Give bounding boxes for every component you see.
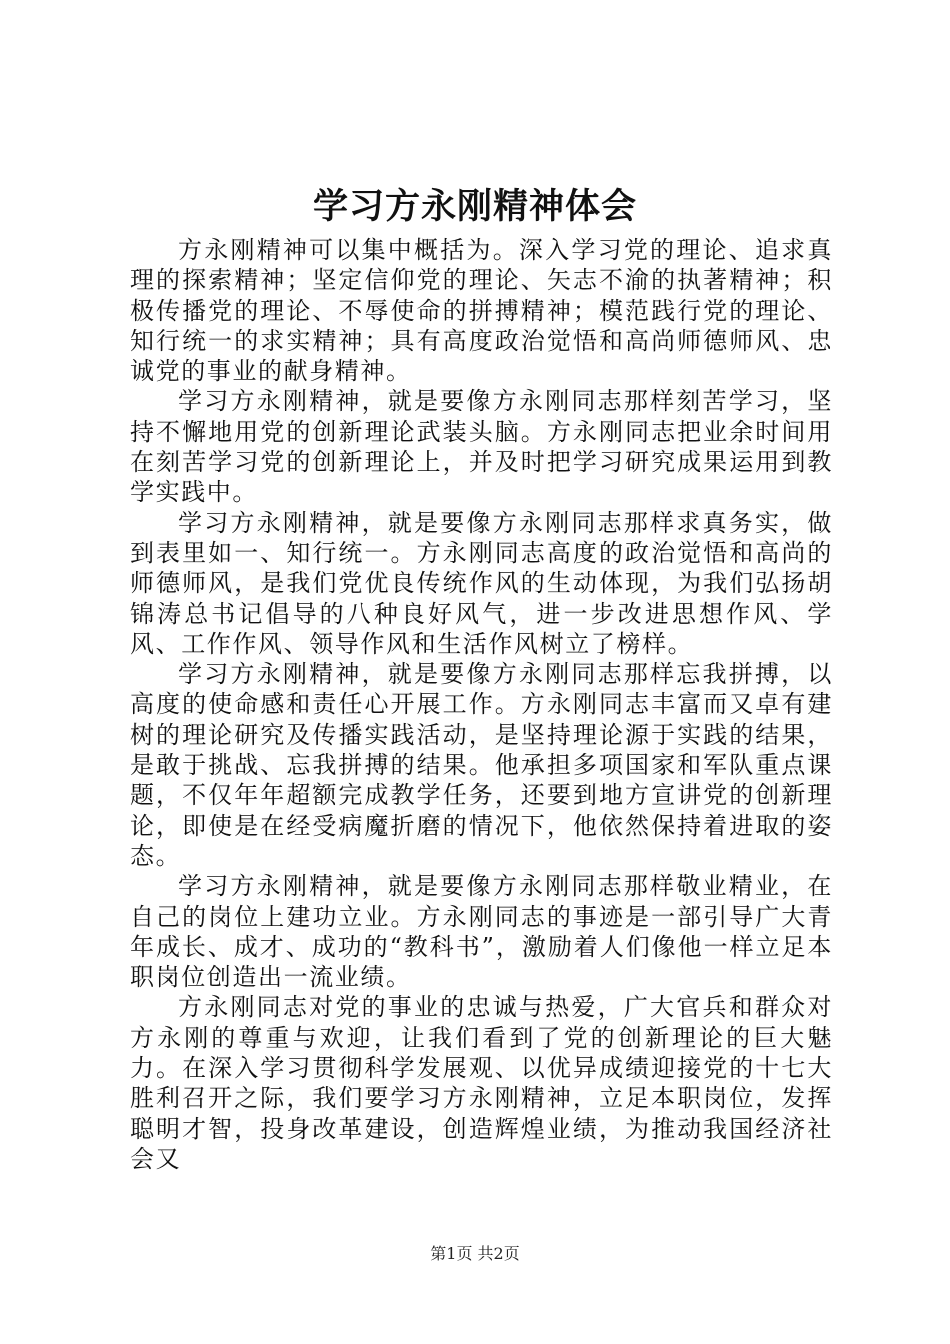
paragraph: 学习方永刚精神，就是要像方永刚同志那样敬业精业，在自己的岗位上建功立业。方永刚同志的事迹是一部引导广大青年成长、成才、成功的“教科书”，激励着人们像他一样立足本职岗位创造出一流业绩。 xyxy=(130,872,833,992)
paragraph: 学习方永刚精神，就是要像方永刚同志那样忘我拼搏，以高度的使命感和责任心开展工作。方永刚同志丰富而又卓有建树的理论研究及传播实践活动，是坚持理论源于实践的结果，是敢于挑战、忘我拼搏的结果。他承担多项国家和军队重点课题，不仅年年超额完成教学任务，还要到地方宣讲党的创新理论，即使是在经受病魔折磨的情况下，他依然保持着进取的姿态。 xyxy=(130,660,833,870)
paragraph: 学习方永刚精神，就是要像方永刚同志那样求真务实，做到表里如一、知行统一。方永刚同志高度的政治觉悟和高尚的师德师风，是我们党优良传统作风的生动体现，为我们弘扬胡锦涛总书记倡导的八种良好风气，进一步改进思想作风、学风、工作作风、领导作风和生活作风树立了榜样。 xyxy=(130,508,833,658)
document-body xyxy=(130,235,833,1174)
paragraph: 方永刚同志对党的事业的忠诚与热爱，广大官兵和群众对方永刚的尊重与欢迎，让我们看到了党的创新理论的巨大魅力。在深入学习贯彻科学发展观、以优异成绩迎接党的十七大胜利召开之际，我们要学习方永刚精神，立足本职岗位，发挥聪明才智，投身改革建设，创造辉煌业绩，为推动我国经济社会又 xyxy=(130,993,833,1173)
paragraph: 学习方永刚精神，就是要像方永刚同志那样刻苦学习，坚持不懈地用党的创新理论武装头脑。方永刚同志把业余时间用在刻苦学习党的创新理论上，并及时把学习研究成果运用到教学实践中。 xyxy=(130,387,833,507)
paragraph: 方永刚精神可以集中概括为。深入学习党的理论、追求真理的探索精神；坚定信仰党的理论、矢志不渝的执著精神；积极传播党的理论、不辱使命的拼搏精神；模范践行党的理论、知行统一的求实精神；具有高度政治觉悟和高尚师德师风、忠诚党的事业的献身精神。 xyxy=(130,236,833,386)
document-title: 学习方永刚精神体会 xyxy=(312,186,637,227)
page-number: 第1页 共2页 xyxy=(430,1244,520,1263)
